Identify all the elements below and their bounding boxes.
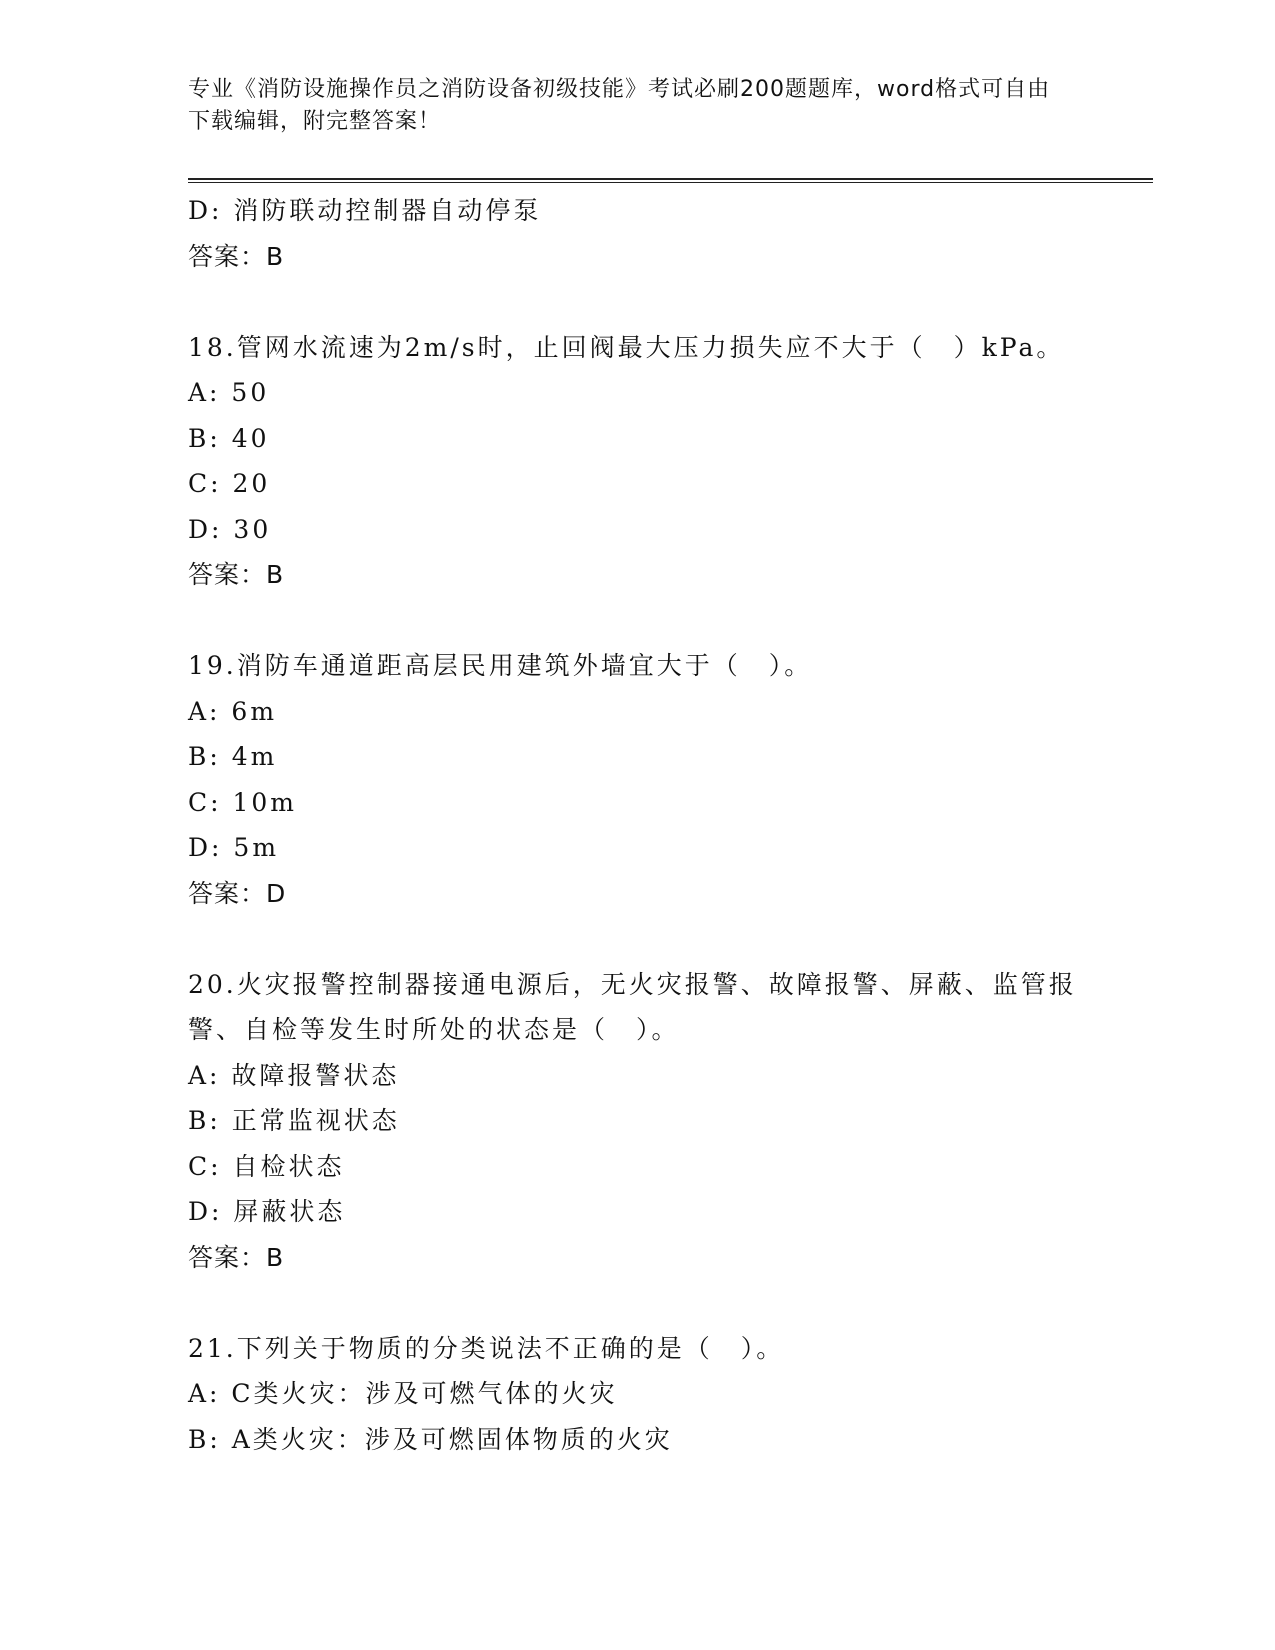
question-title: 18.管网水流速为2m/s时，止回阀最大压力损失应不大于（ ）kPa。 [188,332,1065,362]
spacer [188,279,1088,325]
option-d: D: 屏蔽状态 [188,1197,346,1226]
option-b: B: A类火灾：涉及可燃固体物质的火灾 [188,1424,673,1454]
option-c: C: 10m [188,787,298,817]
document-header: 专业《消防设施操作员之消防设备初级技能》考试必刷200题题库，word格式可自由下载编辑，附完整答案！ [188,77,1051,134]
previous-option-d: D: 消防联动控制器自动停泵 [188,196,542,225]
option-a: A: 故障报警状态 [188,1060,400,1090]
spacer [188,916,1088,962]
option-a: A: C类火灾：涉及可燃气体的火灾 [188,1379,618,1408]
option-d: D: 5m [188,833,280,862]
spacer [188,598,1088,644]
spacer [188,1280,1088,1326]
option-b: B: 4m [188,742,278,771]
question-title: 19.消防车通道距高层民用建筑外墙宜大于（ ）。 [188,651,813,680]
option-c: C: 20 [188,469,271,498]
question-20 [188,962,1088,1281]
option-d: D: 30 [188,514,272,544]
previous-answer: 答案：B [188,241,285,271]
question-21 [188,1326,1088,1463]
option-a: A: 50 [188,378,270,407]
answer: 答案：B [188,1242,285,1272]
question-18 [188,325,1088,598]
option-c: C: 自检状态 [188,1151,345,1181]
option-b: B: 40 [188,423,270,453]
answer: 答案：D [188,878,287,908]
question-19 [188,643,1088,916]
option-a: A: 6m [188,696,278,726]
document-body [188,188,1088,1462]
question-title: 20.火灾报警控制器接通电源后，无火灾报警、故障报警、屏蔽、监管报警、自检等发生时所处的状态是（ ）。 [188,969,1077,1044]
question-title: 21.下列关于物质的分类说法不正确的是（ ）。 [188,1333,785,1363]
option-b: B: 正常监视状态 [188,1106,400,1135]
header-divider [188,178,1153,183]
answer: 答案：B [188,560,285,589]
